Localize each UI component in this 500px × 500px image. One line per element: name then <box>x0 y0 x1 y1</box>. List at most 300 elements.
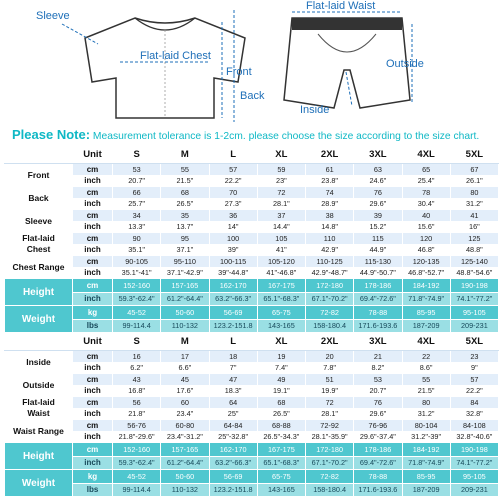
size-value-cell: 105-120 <box>257 256 305 268</box>
size-value-cell: 53 <box>113 164 161 176</box>
size-value-cell: 6.2" <box>113 362 161 374</box>
row-category: Sleeve <box>5 210 73 233</box>
size-value-cell: 21.8" <box>113 408 161 420</box>
size-value-cell: 105 <box>257 233 305 245</box>
size-value-cell: 84 <box>450 397 498 409</box>
label-flat-laid-waist: Flat-laid Waist <box>306 0 376 12</box>
row-unit: inch <box>73 292 113 306</box>
size-value-cell: 22.2" <box>450 385 498 397</box>
size-value-cell: 56-76 <box>113 420 161 432</box>
size-value-cell: 80-104 <box>402 420 450 432</box>
size-value-cell: 28.1"-35.9" <box>306 431 354 443</box>
size-value-cell: 167-175 <box>257 443 305 457</box>
size-value-cell: 47 <box>209 374 257 386</box>
label-outside: Outside <box>386 58 424 70</box>
size-value-cell: 18.3" <box>209 385 257 397</box>
header-size: XL <box>257 333 305 351</box>
row-unit: cm <box>73 164 113 176</box>
size-value-cell: 23.8" <box>306 175 354 187</box>
header-unit: Unit <box>73 146 113 164</box>
row-category: Front <box>5 164 73 187</box>
size-value-cell: 84-108 <box>450 420 498 432</box>
size-value-cell: 157-165 <box>161 279 209 293</box>
size-value-cell: 13.3" <box>113 221 161 233</box>
size-value-cell: 66 <box>113 187 161 199</box>
size-value-cell: 41" <box>257 244 305 256</box>
row-unit: cm <box>73 443 113 457</box>
size-value-cell: 59 <box>257 164 305 176</box>
size-value-cell: 14.8" <box>306 221 354 233</box>
size-value-cell: 152-160 <box>113 279 161 293</box>
size-value-cell: 8.2" <box>354 362 402 374</box>
size-value-cell: 16" <box>450 221 498 233</box>
table-row <box>5 385 499 397</box>
row-unit: inch <box>73 362 113 374</box>
size-value-cell: 19.9" <box>306 385 354 397</box>
row-unit: cm <box>73 420 113 432</box>
size-value-cell: 44.9" <box>354 244 402 256</box>
size-value-cell: 76-96 <box>354 420 402 432</box>
size-value-cell: 55 <box>161 164 209 176</box>
size-value-cell: 152-160 <box>113 443 161 457</box>
table-header-row <box>5 333 499 351</box>
size-value-cell: 70 <box>209 187 257 199</box>
row-category: Weight <box>5 470 73 497</box>
size-value-cell: 157-165 <box>161 443 209 457</box>
size-value-cell: 53 <box>354 374 402 386</box>
size-value-cell: 36 <box>209 210 257 222</box>
size-value-cell: 90-105 <box>113 256 161 268</box>
size-value-cell: 14.4" <box>257 221 305 233</box>
size-value-cell: 68 <box>161 187 209 199</box>
size-value-cell: 190-198 <box>450 443 498 457</box>
table-row <box>5 456 499 470</box>
row-unit: lbs <box>73 319 113 333</box>
size-value-cell: 120-135 <box>402 256 450 268</box>
table-row <box>5 351 499 363</box>
size-value-cell: 60 <box>161 397 209 409</box>
size-value-cell: 14" <box>209 221 257 233</box>
size-value-cell: 65 <box>402 164 450 176</box>
size-value-cell: 125 <box>450 233 498 245</box>
header-size: 4XL <box>402 146 450 164</box>
size-value-cell: 162-170 <box>209 279 257 293</box>
size-value-cell: 64-84 <box>209 420 257 432</box>
size-value-cell: 72-82 <box>306 306 354 320</box>
size-value-cell: 56-69 <box>209 470 257 484</box>
size-value-cell: 39 <box>354 210 402 222</box>
table-row <box>5 256 499 268</box>
size-value-cell: 16 <box>113 351 161 363</box>
size-value-cell: 15.6" <box>402 221 450 233</box>
size-value-cell: 71.8"-74.9" <box>402 292 450 306</box>
table-row <box>5 233 499 245</box>
size-value-cell: 16.8" <box>113 385 161 397</box>
table-row <box>5 431 499 443</box>
size-value-cell: 68-88 <box>257 420 305 432</box>
size-value-cell: 21 <box>354 351 402 363</box>
size-value-cell: 46.8" <box>402 244 450 256</box>
size-value-cell: 23.4"-31.2" <box>161 431 209 443</box>
size-value-cell: 15.2" <box>354 221 402 233</box>
table-row <box>5 164 499 176</box>
row-category: Flat-laid <box>5 233 73 245</box>
size-value-cell: 43 <box>113 374 161 386</box>
header-size: L <box>209 333 257 351</box>
header-size: S <box>113 146 161 164</box>
row-category: Flat-laid <box>5 397 73 409</box>
size-value-cell: 25.4" <box>402 175 450 187</box>
size-value-cell: 67.1"-70.2" <box>306 456 354 470</box>
size-value-cell: 35.1"-41" <box>113 267 161 279</box>
size-value-cell: 50-60 <box>161 470 209 484</box>
size-value-cell: 100 <box>209 233 257 245</box>
size-value-cell: 27.3" <box>209 198 257 210</box>
row-unit: cm <box>73 279 113 293</box>
size-value-cell: 45-52 <box>113 470 161 484</box>
size-value-cell: 23 <box>450 351 498 363</box>
size-value-cell: 72 <box>306 397 354 409</box>
table-row <box>5 374 499 386</box>
row-unit: kg <box>73 470 113 484</box>
size-value-cell: 7" <box>209 362 257 374</box>
size-value-cell: 80 <box>402 397 450 409</box>
size-value-cell: 162-170 <box>209 443 257 457</box>
header-size: 3XL <box>354 146 402 164</box>
size-value-cell: 78 <box>402 187 450 199</box>
size-value-cell: 22 <box>402 351 450 363</box>
size-value-cell: 158-180.4 <box>306 319 354 333</box>
size-value-cell: 167-175 <box>257 279 305 293</box>
size-value-cell: 67.1"-70.2" <box>306 292 354 306</box>
size-value-cell: 110 <box>306 233 354 245</box>
size-value-cell: 26.5" <box>257 408 305 420</box>
size-value-cell: 20.7" <box>113 175 161 187</box>
size-value-cell: 76 <box>354 187 402 199</box>
size-value-cell: 61 <box>306 164 354 176</box>
size-value-cell: 63.2"-66.3" <box>209 456 257 470</box>
size-value-cell: 18 <box>209 351 257 363</box>
header-size: 3XL <box>354 333 402 351</box>
row-unit: inch <box>73 244 113 256</box>
size-value-cell: 37.1"-42.9" <box>161 267 209 279</box>
table-row <box>5 267 499 279</box>
size-value-cell: 29.6"-37.4" <box>354 431 402 443</box>
size-value-cell: 24.6" <box>354 175 402 187</box>
size-value-cell: 74.1"-77.2" <box>450 292 498 306</box>
row-unit: lbs <box>73 483 113 497</box>
size-value-cell: 171.6-193.6 <box>354 319 402 333</box>
size-value-cell: 26.1" <box>450 175 498 187</box>
table-row <box>5 187 499 199</box>
size-value-cell: 7.8" <box>306 362 354 374</box>
size-value-cell: 25" <box>209 408 257 420</box>
size-value-cell: 115-130 <box>354 256 402 268</box>
size-value-cell: 21.5" <box>402 385 450 397</box>
header-size: 4XL <box>402 333 450 351</box>
size-value-cell: 31.2" <box>450 198 498 210</box>
size-value-cell: 123.2-151.8 <box>209 483 257 497</box>
size-value-cell: 20 <box>306 351 354 363</box>
size-value-cell: 69.4"-72.6" <box>354 456 402 470</box>
size-value-cell: 65-75 <box>257 306 305 320</box>
row-category: Waist <box>5 408 73 420</box>
label-flat-laid-chest: Flat-laid Chest <box>140 50 211 62</box>
size-value-cell: 42.9" <box>306 244 354 256</box>
size-value-cell: 72 <box>257 187 305 199</box>
header-size: S <box>113 333 161 351</box>
size-value-cell: 61.2"-64.4" <box>161 456 209 470</box>
row-category: Weight <box>5 306 73 333</box>
size-value-cell: 55 <box>402 374 450 386</box>
row-category: Waist Range <box>5 420 73 443</box>
row-unit: cm <box>73 397 113 409</box>
table-row <box>5 483 499 497</box>
size-value-cell: 7.4" <box>257 362 305 374</box>
size-value-cell: 39"-44.8" <box>209 267 257 279</box>
size-value-cell: 65.1"-68.3" <box>257 456 305 470</box>
size-value-cell: 31.2"-39" <box>402 431 450 443</box>
size-value-cell: 74.1"-77.2" <box>450 456 498 470</box>
row-unit: inch <box>73 431 113 443</box>
size-value-cell: 26.5" <box>161 198 209 210</box>
header-size: 5XL <box>450 333 498 351</box>
size-value-cell: 59.3"-62.4" <box>113 292 161 306</box>
row-category: Height <box>5 443 73 470</box>
size-value-cell: 48.8" <box>450 244 498 256</box>
size-value-cell: 38 <box>306 210 354 222</box>
table-row <box>5 210 499 222</box>
size-value-cell: 110-132 <box>161 319 209 333</box>
size-value-cell: 42.9"-48.7" <box>306 267 354 279</box>
header-size: 2XL <box>306 146 354 164</box>
size-value-cell: 25.7" <box>113 198 161 210</box>
size-value-cell: 72-82 <box>306 470 354 484</box>
size-value-cell: 184-192 <box>402 443 450 457</box>
table-row <box>5 408 499 420</box>
row-unit: kg <box>73 306 113 320</box>
header-size: 5XL <box>450 146 498 164</box>
row-unit: cm <box>73 233 113 245</box>
size-value-cell: 187-209 <box>402 319 450 333</box>
size-value-cell: 50-60 <box>161 306 209 320</box>
size-value-cell: 65-75 <box>257 470 305 484</box>
size-value-cell: 37.1" <box>161 244 209 256</box>
size-value-cell: 49 <box>257 374 305 386</box>
table-row <box>5 443 499 457</box>
size-value-cell: 68 <box>257 397 305 409</box>
size-value-cell: 78-88 <box>354 470 402 484</box>
row-unit: inch <box>73 267 113 279</box>
row-unit: inch <box>73 408 113 420</box>
header-blank-cell <box>5 333 73 351</box>
size-value-cell: 74 <box>306 187 354 199</box>
size-value-cell: 187-209 <box>402 483 450 497</box>
size-value-cell: 61.2"-64.4" <box>161 292 209 306</box>
row-unit: cm <box>73 351 113 363</box>
size-value-cell: 178-186 <box>354 279 402 293</box>
size-value-cell: 71.8"-74.9" <box>402 456 450 470</box>
shorts-size-table <box>4 332 499 497</box>
header-size: 2XL <box>306 333 354 351</box>
size-value-cell: 35 <box>161 210 209 222</box>
row-category: Inside <box>5 351 73 374</box>
table-row <box>5 362 499 374</box>
size-value-cell: 115 <box>354 233 402 245</box>
table-row <box>5 198 499 210</box>
size-value-cell: 45-52 <box>113 306 161 320</box>
size-value-cell: 28.9" <box>306 198 354 210</box>
label-front: Front <box>226 66 252 78</box>
size-value-cell: 110-132 <box>161 483 209 497</box>
size-value-cell: 9" <box>450 362 498 374</box>
jersey-drawing <box>62 10 245 122</box>
size-value-cell: 31.2" <box>402 408 450 420</box>
size-value-cell: 48.8"-54.6" <box>450 267 498 279</box>
size-value-cell: 95-105 <box>450 470 498 484</box>
size-value-cell: 209-231 <box>450 319 498 333</box>
size-value-cell: 123.2-151.8 <box>209 319 257 333</box>
row-unit: inch <box>73 198 113 210</box>
size-value-cell: 41"-46.8" <box>257 267 305 279</box>
size-value-cell: 6.6" <box>161 362 209 374</box>
size-value-cell: 34 <box>113 210 161 222</box>
size-value-cell: 26.5"-34.3" <box>257 431 305 443</box>
size-value-cell: 29.6" <box>354 408 402 420</box>
row-unit: inch <box>73 456 113 470</box>
size-value-cell: 99-114.4 <box>113 319 161 333</box>
table-header-row <box>5 146 499 164</box>
size-value-cell: 30.4" <box>402 198 450 210</box>
size-value-cell: 171.6-193.6 <box>354 483 402 497</box>
jersey-size-table <box>4 145 499 333</box>
size-value-cell: 51 <box>306 374 354 386</box>
size-value-cell: 32.8" <box>450 408 498 420</box>
size-value-cell: 76 <box>354 397 402 409</box>
size-value-cell: 120 <box>402 233 450 245</box>
header-size: XL <box>257 146 305 164</box>
table-row <box>5 221 499 233</box>
size-value-cell: 19.1" <box>257 385 305 397</box>
size-value-cell: 172-180 <box>306 279 354 293</box>
size-value-cell: 46.8"-52.7" <box>402 267 450 279</box>
size-value-cell: 80 <box>450 187 498 199</box>
size-value-cell: 78-88 <box>354 306 402 320</box>
size-value-cell: 22.2" <box>209 175 257 187</box>
size-value-cell: 21.8"-29.6" <box>113 431 161 443</box>
table-row <box>5 470 499 484</box>
size-value-cell: 17.6" <box>161 385 209 397</box>
size-value-cell: 90 <box>113 233 161 245</box>
table-row <box>5 292 499 306</box>
size-value-cell: 143-165 <box>257 483 305 497</box>
header-size: M <box>161 333 209 351</box>
note-text: Measurement tolerance is 1-2cm. please choose the size according to the size chart. <box>90 131 480 142</box>
size-value-cell: 40 <box>402 210 450 222</box>
size-value-cell: 19 <box>257 351 305 363</box>
size-value-cell: 178-186 <box>354 443 402 457</box>
size-value-cell: 8.6" <box>402 362 450 374</box>
size-value-cell: 45 <box>161 374 209 386</box>
size-value-cell: 110-125 <box>306 256 354 268</box>
size-value-cell: 100-115 <box>209 256 257 268</box>
table-row <box>5 175 499 187</box>
header-size: M <box>161 146 209 164</box>
row-unit: inch <box>73 175 113 187</box>
table-row <box>5 319 499 333</box>
size-value-cell: 143-165 <box>257 319 305 333</box>
header-blank-cell <box>5 146 73 164</box>
size-value-cell: 95-110 <box>161 256 209 268</box>
size-value-cell: 63 <box>354 164 402 176</box>
size-value-cell: 29.6" <box>354 198 402 210</box>
size-value-cell: 209-231 <box>450 483 498 497</box>
size-value-cell: 21.5" <box>161 175 209 187</box>
size-value-cell: 39" <box>209 244 257 256</box>
size-value-cell: 37 <box>257 210 305 222</box>
size-value-cell: 64 <box>209 397 257 409</box>
row-category: Height <box>5 279 73 306</box>
size-value-cell: 190-198 <box>450 279 498 293</box>
size-value-cell: 158-180.4 <box>306 483 354 497</box>
size-value-cell: 67 <box>450 164 498 176</box>
row-category: Chest <box>5 244 73 256</box>
header-unit: Unit <box>73 333 113 351</box>
size-value-cell: 85-95 <box>402 306 450 320</box>
garment-diagram <box>0 0 500 123</box>
size-value-cell: 28.1" <box>257 198 305 210</box>
row-category: Chest Range <box>5 256 73 279</box>
table-row <box>5 244 499 256</box>
size-value-cell: 28.1" <box>306 408 354 420</box>
row-unit: cm <box>73 256 113 268</box>
size-value-cell: 72-92 <box>306 420 354 432</box>
size-value-cell: 125-140 <box>450 256 498 268</box>
size-value-cell: 99-114.4 <box>113 483 161 497</box>
size-value-cell: 57 <box>450 374 498 386</box>
label-inside: Inside <box>300 104 330 116</box>
size-value-cell: 57 <box>209 164 257 176</box>
table-row <box>5 306 499 320</box>
size-value-cell: 172-180 <box>306 443 354 457</box>
size-value-cell: 56 <box>113 397 161 409</box>
size-value-cell: 44.9"-50.7" <box>354 267 402 279</box>
table-row <box>5 279 499 293</box>
table-row <box>5 397 499 409</box>
size-value-cell: 59.3"-62.4" <box>113 456 161 470</box>
row-category: Back <box>5 187 73 210</box>
header-size: L <box>209 146 257 164</box>
size-value-cell: 56-69 <box>209 306 257 320</box>
size-value-cell: 32.8"-40.6" <box>450 431 498 443</box>
table-row <box>5 420 499 432</box>
size-value-cell: 20.7" <box>354 385 402 397</box>
size-value-cell: 95-105 <box>450 306 498 320</box>
size-value-cell: 23.4" <box>161 408 209 420</box>
size-value-cell: 17 <box>161 351 209 363</box>
size-value-cell: 184-192 <box>402 279 450 293</box>
row-unit: cm <box>73 187 113 199</box>
size-value-cell: 25"-32.8" <box>209 431 257 443</box>
size-value-cell: 95 <box>161 233 209 245</box>
row-unit: inch <box>73 221 113 233</box>
row-unit: cm <box>73 210 113 222</box>
size-value-cell: 85-95 <box>402 470 450 484</box>
label-sleeve: Sleeve <box>36 10 70 22</box>
row-category: Outside <box>5 374 73 397</box>
size-value-cell: 23" <box>257 175 305 187</box>
row-unit: cm <box>73 374 113 386</box>
